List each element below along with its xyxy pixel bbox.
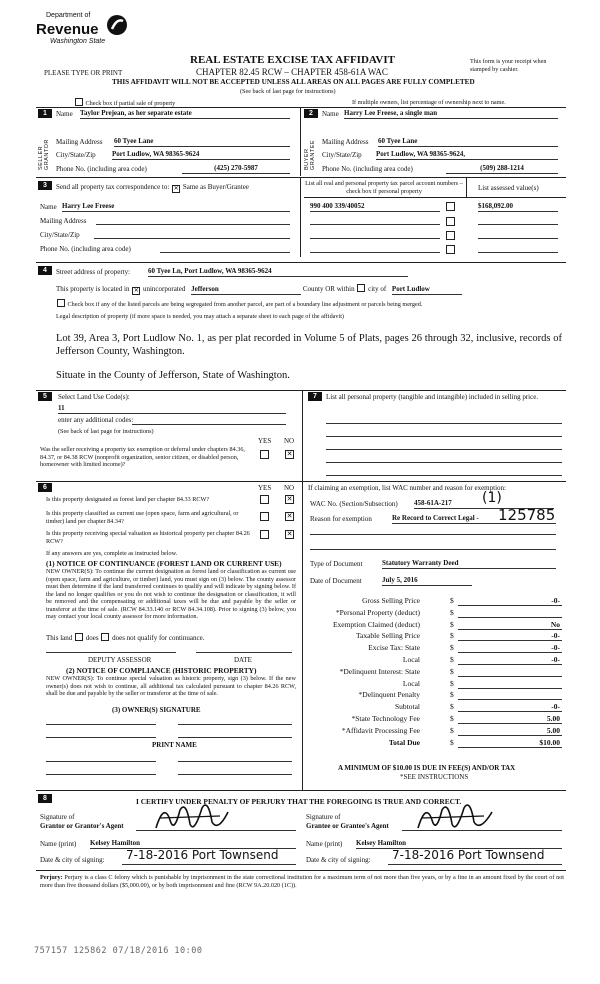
fee-value: -0-	[551, 596, 560, 605]
s3-name: Harry Lee Freese	[62, 202, 290, 212]
seller-phone: (425) 270-5987	[182, 164, 290, 174]
buyer-name-label: Name	[322, 110, 339, 118]
doc-type-label: Type of Document	[310, 560, 363, 568]
owner-signature-label: (3) OWNER(S) SIGNATURE	[112, 706, 201, 714]
logo-state: Washington State	[50, 38, 106, 45]
fee-label: Local	[402, 678, 420, 688]
fee-currency: $	[450, 666, 454, 676]
unincorporated-checkbox[interactable]: ✕	[133, 287, 139, 294]
fee-row	[300, 667, 570, 678]
historic-question: Is this property receiving special valuation as historical property per chapter 84.26 RCW?	[46, 530, 250, 545]
send-correspondence: Send all property tax correspondence to: ✕ Same as Buyer/Grantee	[56, 183, 249, 192]
seller-mail: 60 Tyee Lane	[114, 137, 290, 147]
wac-label: WAC No. (Section/Subsection)	[310, 500, 398, 508]
buyer-mail-label: Mailing Address	[322, 138, 369, 146]
minimum-due: A MINIMUM OF $10.00 IS DUE IN FEE(S) AND/OR TAX	[338, 764, 516, 772]
forest-question: Is this property designated as forest land per chapter 84.33 RCW?	[46, 496, 210, 503]
fee-currency: $	[450, 725, 454, 735]
grantee-date-city-label: Date & city of signing:	[306, 856, 371, 864]
current-use-question: Is this property classified as current use (open space, farm and agricultural, or timber) land per chapter 84.34?	[46, 510, 239, 525]
fee-value: -0-	[551, 655, 560, 664]
buyer-city: Port Ludlow, WA 98365-9624,	[376, 150, 558, 160]
see-back: (See back of last page for instructions)	[240, 88, 336, 95]
fee-value: -0-	[551, 643, 560, 653]
buyer-name: Harry Lee Freese, a single man	[344, 109, 558, 119]
s3-city-label: City/State/Zip	[40, 231, 80, 239]
fee-label: *Delinquent Interest: State	[339, 666, 420, 676]
fee-currency: $	[450, 690, 454, 700]
buyer-side-label: BUYER GRANTEE	[304, 139, 316, 170]
fee-currency: $	[450, 643, 454, 653]
s6-yes: YES	[258, 484, 272, 492]
fee-label: Gross Selling Price	[362, 596, 420, 605]
fee-row	[300, 679, 570, 690]
fee-currency: $	[450, 714, 454, 723]
fee-label: Local	[402, 655, 420, 664]
fee-value: $10.00	[539, 737, 560, 747]
logo-mark-icon	[106, 14, 128, 36]
section-7-badge: 7	[308, 392, 322, 401]
fee-label: *Personal Property (deduct)	[335, 607, 420, 617]
fee-value: -0-	[551, 702, 560, 712]
forest-yes-checkbox[interactable]	[260, 495, 269, 504]
wac-handwritten: (1)	[482, 490, 502, 506]
doc-type: Statutory Warranty Deed	[382, 559, 556, 569]
buyer-phone: (509) 288-1214	[446, 164, 558, 174]
fee-value: 5.00	[546, 714, 560, 723]
partial-sale: Check box if partial sale of property	[74, 98, 175, 108]
doc-date-label: Date of Document	[310, 577, 362, 585]
does-checkbox[interactable]	[75, 633, 83, 641]
grantee-sig-label: Signature of Grantee or Grantee's Agent	[306, 813, 389, 830]
segregated-checkbox[interactable]	[57, 299, 65, 307]
fee-currency: $	[450, 619, 454, 629]
buyer-mail: 60 Tyee Lane	[378, 137, 558, 147]
wac-number: 458-61A-217	[414, 499, 554, 509]
fee-value: -0-	[551, 631, 560, 641]
historic-yes-checkbox[interactable]	[260, 530, 269, 539]
fee-row	[300, 690, 570, 701]
section-4-badge: 4	[38, 266, 52, 275]
s3-mail-label: Mailing Address	[40, 217, 87, 225]
situate: Situate in the County of Jefferson, State of Washington.	[56, 370, 290, 381]
fee-label: Excise Tax: State	[368, 643, 420, 653]
located-line: This property is located in ✕ unincorporated Jefferson County OR within city of Port Ludlow	[56, 284, 462, 295]
assessed-header: List assessed value(s)	[478, 184, 539, 192]
grantee-signature-icon	[412, 798, 498, 836]
section-2-badge: 2	[304, 109, 318, 118]
exemption-label: If claiming an exemption, list WAC number and reason for exemption:	[308, 484, 506, 492]
fee-currency: $	[450, 678, 454, 688]
parcel-header: List all real and personal property tax parcel account numbers – check box if personal property	[305, 180, 463, 195]
s6-no: NO	[284, 484, 295, 492]
s3-name-label: Name	[40, 203, 57, 211]
fee-row	[300, 655, 570, 666]
seller-side-label: SELLER GRANTOR	[38, 139, 50, 170]
same-as-buyer-checkbox[interactable]: ✕	[173, 185, 179, 192]
receipt-note: This form is your receipt when stamped by cashier.	[470, 58, 547, 73]
section-1-badge: 1	[38, 109, 52, 118]
perjury-note: Perjury: Perjury is a class C felony which is punishable by imprisonment in the state correctional institution for a maximum term of not more than five years, or by a fine in an amount fixed by the court of not more than five thousand dollars ($5,000.00), or by both imprisonment and fine (RCW 9A.20.020 (1C)).	[40, 874, 565, 889]
please-type: PLEASE TYPE OR PRINT	[44, 69, 123, 77]
historic-text: NEW OWNER(S): To continue special valuation as historic property, sign (3) below. If the new owner(s) does not wish to continue, all additional tax calculated pursuant to chapter 84.26 RCW, shall be due and payable by the seller or transferor at the time of sale.	[46, 675, 296, 697]
exemption-reason: Re Record to Correct Legal -	[392, 514, 556, 524]
street-address: 60 Tyee Ln, Port Ludlow, WA 98365-9624	[148, 267, 408, 277]
grantee-name-print-label: Name (print)	[306, 840, 343, 848]
historic-title: (2) NOTICE OF COMPLIANCE (HISTORIC PROPERTY)	[66, 666, 257, 675]
seller-city-label: City/State/Zip	[56, 151, 96, 159]
s5-yes: YES	[258, 437, 272, 445]
fee-currency: $	[450, 737, 454, 747]
grantor-name-print-label: Name (print)	[40, 840, 77, 848]
fee-row	[300, 726, 570, 737]
buyer-city-label: City/State/Zip	[322, 151, 362, 159]
certify: I CERTIFY UNDER PENALTY OF PERJURY THAT THE FOREGOING IS TRUE AND CORRECT.	[136, 797, 462, 806]
fee-label: *Affidavit Processing Fee	[341, 725, 420, 735]
fee-row	[300, 631, 570, 642]
fee-row	[300, 608, 570, 619]
exemption-no-checkbox[interactable]: ✕	[286, 450, 293, 458]
historic-no-checkbox[interactable]: ✕	[286, 530, 293, 538]
s5-see-back: (See back of last page for instructions)	[58, 428, 154, 435]
land-use-code: 11	[58, 404, 286, 414]
seller-name-label: Name	[56, 110, 73, 118]
section-8-badge: 8	[38, 794, 52, 803]
grantor-date-city-label: Date & city of signing:	[40, 856, 105, 864]
fee-value: 5.00	[546, 725, 560, 735]
section-6-badge: 6	[38, 483, 52, 492]
seller-phone-label: Phone No. (including area code)	[56, 165, 147, 173]
reason-label: Reason for exemption	[310, 515, 372, 523]
grantor-sig-label: Signature of Grantor or Grantor's Agent	[40, 813, 124, 830]
parcel-personal-checkbox-3[interactable]	[446, 231, 455, 240]
city-checkbox[interactable]	[357, 284, 365, 292]
continuance-title: (1) NOTICE OF CONTINUANCE (FOREST LAND OR CURRENT USE)	[46, 559, 282, 568]
print-name-label: PRINT NAME	[152, 741, 197, 749]
fee-currency: $	[450, 702, 454, 712]
multiple-owners-note: If multiple owners, list percentage of ownership next to name.	[352, 99, 506, 106]
parcel-personal-checkbox[interactable]	[446, 202, 455, 211]
section-3-badge: 3	[38, 181, 52, 190]
form-warning: THIS AFFIDAVIT WILL NOT BE ACCEPTED UNLESS ALL AREAS ON ALL PAGES ARE FULLY COMPLETED	[112, 78, 475, 86]
land-qualify: This land does does not qualify for continuance.	[46, 634, 205, 642]
city: Port Ludlow	[392, 285, 462, 295]
additional-codes: enter any additional codes:	[58, 416, 134, 424]
grantor-date-city-handwritten: 7-18-2016 Port Townsend	[126, 848, 279, 862]
fee-currency: $	[450, 607, 454, 617]
exemption-question: Was the seller receiving a property tax exemption or deferral under chapters 84.36, 84.37, or 84.38 RCW (nonprofit organization, senior citizen, or disabled person, homeowner with limited income)?	[40, 446, 245, 468]
fee-label: Taxable Selling Price	[355, 631, 420, 641]
seller-city: Port Ludlow, WA 98365-9624	[112, 150, 290, 160]
fee-row	[300, 738, 570, 749]
current-use-no-checkbox[interactable]: ✕	[286, 512, 293, 520]
fee-label: *Delinquent Penalty	[358, 690, 420, 700]
s5-no: NO	[284, 437, 295, 445]
fee-row	[300, 714, 570, 725]
segregated-line: Check box if any of the listed parcels are being segregated from another parcel, are part of a boundary line adjustment or parcels being merged.	[56, 299, 422, 309]
grantor-name-print: Kelsey Hamilton	[90, 839, 296, 849]
section-5-badge: 5	[38, 392, 52, 401]
legal-label: Legal description of property (if more space is needed, you may attach a separate sheet to each page of the affidavit)	[56, 313, 344, 320]
land-use-label: Select Land Use Code(s):	[58, 393, 130, 401]
fee-row	[300, 643, 570, 654]
fee-label: Subtotal	[394, 702, 420, 712]
parcel-number: 990 400 339/40052	[310, 202, 440, 212]
deputy-assessor: DEPUTY ASSESSOR	[88, 656, 152, 664]
fee-currency: $	[450, 631, 454, 641]
see-instructions: *SEE INSTRUCTIONS	[400, 773, 469, 781]
fee-row	[300, 596, 570, 607]
form-subtitle: CHAPTER 82.45 RCW – CHAPTER 458-61A WAC	[196, 67, 388, 77]
fee-label: Exemption Claimed (deduct)	[332, 619, 420, 629]
fee-label: *State Technology Fee	[351, 714, 420, 723]
reason-handwritten: 125785	[498, 506, 556, 524]
continuance-text: NEW OWNER(S): To continue the current designation as forest land or classification as current use (open space, farm and agriculture, or timber) land, you must sign on (3) below. The county assessor must then determine if the land transferred continues to qualify and will indicate by signing below. If the land no longer qualifies or you do not wish to continue the designation or classification, it will be removed and the compensating or additional taxes will be due and payable by the seller or transferor at the time of sale. (RCW 84.33.140 or RCW 84.34.108). Prior to signing (3) below, you may contact your local county assessor for more information.	[46, 568, 296, 620]
s3-phone-label: Phone No. (including area code)	[40, 245, 131, 253]
current-use-yes-checkbox[interactable]	[260, 512, 269, 521]
recording-stamp: 757157 125862 07/18/2016 10:00	[34, 946, 203, 956]
personal-property-label: List all personal property (tangible and intangible) included in selling price.	[326, 393, 539, 401]
deputy-date: DATE	[234, 656, 252, 664]
fee-row	[300, 702, 570, 713]
exemption-yes-checkbox[interactable]	[260, 450, 269, 459]
seller-mail-label: Mailing Address	[56, 138, 103, 146]
fee-value: No	[550, 619, 560, 629]
seller-name: Taylor Prejean, as her separate estate	[80, 109, 290, 119]
does-not-checkbox[interactable]	[101, 633, 109, 641]
grantor-signature-icon	[150, 798, 234, 836]
partial-sale-checkbox[interactable]	[75, 98, 83, 106]
logo-name: Revenue	[36, 21, 99, 38]
fee-label: Total Due	[388, 737, 420, 747]
parcel-personal-checkbox-2[interactable]	[446, 217, 455, 226]
buyer-phone-label: Phone No. (including area code)	[322, 165, 413, 173]
revenue-logo	[36, 10, 146, 52]
parcel-personal-checkbox-4[interactable]	[446, 245, 455, 254]
street-label: Street address of property:	[56, 268, 131, 276]
grantee-date-city-handwritten: 7-18-2016 Port Townsend	[392, 848, 545, 862]
fee-currency: $	[450, 655, 454, 664]
county: Jefferson	[191, 285, 301, 295]
form-title: REAL ESTATE EXCISE TAX AFFIDAVIT	[190, 54, 395, 66]
assessed-value: $168,092.00	[478, 202, 558, 212]
fee-row	[300, 620, 570, 631]
fee-currency: $	[450, 596, 454, 605]
forest-no-checkbox[interactable]: ✕	[286, 495, 293, 503]
doc-date: July 5, 2016	[382, 576, 472, 586]
legal-description: Lot 39, Area 3, Port Ludlow No. 1, as per plat recorded in Volume 5 of Plats, pages 26 through 32, inclusive, records of Jefferson County, Washington.	[56, 333, 562, 357]
if-yes: If any answers are yes, complete as instructed below.	[46, 550, 178, 557]
logo-dept: Department of	[46, 12, 91, 19]
grantee-name-print: Kelsey Hamilton	[356, 839, 562, 849]
